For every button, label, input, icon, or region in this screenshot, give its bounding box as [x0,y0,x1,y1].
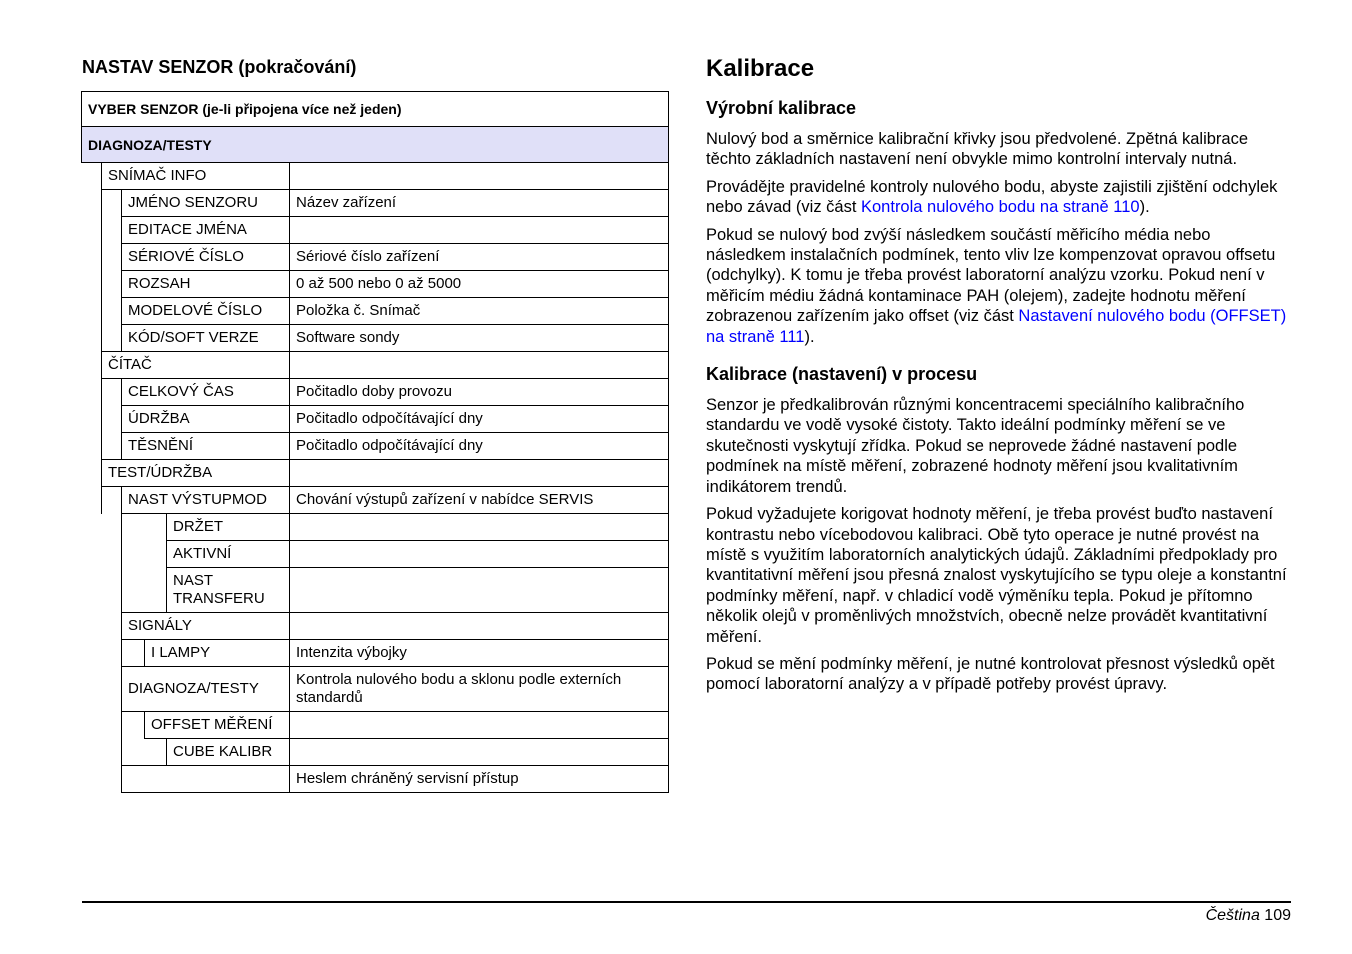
menu-item-value: Sériové číslo zařízení [290,244,669,271]
paragraph: Provádějte pravidelné kontroly nulového bodu, abyste zajistili zjištění odchylek nebo závad (viz část Kontrola nulového bodu na straně 110). [706,177,1278,217]
menu-item-value [290,217,669,244]
menu-item-value: Kontrola nulového bodu a sklonu podle externích standardů [290,667,669,712]
page-footer [1206,907,1291,925]
menu-item-label: DRŽET [167,514,290,541]
table-row [82,217,669,244]
paragraph: Nulový bod a směrnice kalibrační křivky jsou předvolené. Zpětná kalibrace těchto základních nastavení není obvykle mimo kontrolní intervaly nutná. [706,130,1249,169]
table-row [82,379,669,406]
table-header-row [82,92,669,127]
menu-item-label: SÉRIOVÉ ČÍSLO [122,244,290,271]
table-row [82,541,669,568]
menu-item-value [290,613,669,640]
left-section-heading: NASTAV SENZOR (pokračování) [82,57,357,77]
table-header-select-sensor: VYBER SENZOR (je-li připojena více než jeden) [82,92,669,127]
menu-item-label: JMÉNO SENZORU [122,190,290,217]
menu-item-value [290,352,669,379]
menu-item-value [290,712,669,739]
menu-item-label: CUBE KALIBR [167,739,290,766]
menu-item-label: TEST/ÚDRŽBA [102,460,290,487]
table-row [82,712,669,739]
paragraph: Pokud se mění podmínky měření, je nutné kontrolovat přesnost výsledků opět pomocí laboratorní analýzy a v případě potřeby provést úpravy. [706,654,1275,694]
menu-item-label: OFFSET MĚŘENÍ [145,712,290,739]
table-row [82,244,669,271]
menu-item-label: I LAMPY [145,640,290,667]
page-title: Kalibrace [706,55,815,82]
paragraph: Senzor je předkalibrován různými koncentracemi speciálního kalibračního standardu ve vodě vysoké čistoty. Takto ideální podmínky měření se ve skutečnosti vyskytují zřídka. Pokud se neprovede žádné nastavení podle podmínek na místě měření, zobrazené hodnoty měření jsou kvalitativním indikátorem trendů. [706,396,1245,496]
menu-item-value: Intenzita výbojky [290,640,669,667]
page-number: 109 [1264,907,1291,924]
table-row [82,190,669,217]
menu-item-value: Položka č. Snímač [290,298,669,325]
menu-item-value [290,460,669,487]
menu-item-value: Počitadlo odpočítávající dny [290,433,669,460]
calibration-section [706,55,1292,702]
table-row [82,739,669,766]
menu-item-value [290,568,669,613]
menu-item-label: AKTIVNÍ [167,541,290,568]
table-header-row [82,127,669,163]
table-row [82,568,669,613]
table-row [82,352,669,379]
menu-item-label: NAST TRANSFERU [167,568,290,613]
table-row [82,271,669,298]
menu-item-label: ROZSAH [122,271,290,298]
table-header-diagnostics: DIAGNOZA/TESTY [82,127,669,163]
menu-item-value [290,514,669,541]
menu-structure-table [81,91,669,793]
menu-item-label: CELKOVÝ ČAS [122,379,290,406]
table-row [82,766,669,793]
table-row [82,514,669,541]
footer-divider [82,901,1291,903]
zero-point-check-link[interactable]: Kontrola nulového bodu na straně 110 [861,198,1140,217]
table-row [82,406,669,433]
menu-item-label: EDITACE JMÉNA [122,217,290,244]
table-row [82,487,669,514]
table-row [82,298,669,325]
menu-item-label: TĚSNĚNÍ [122,433,290,460]
menu-item-value [290,163,669,190]
menu-item-value: Počitadlo doby provozu [290,379,669,406]
menu-item-label: SIGNÁLY [122,613,290,640]
menu-item-label: NAST VÝSTUPMOD [122,487,290,514]
paragraph: Pokud vyžadujete korigovat hodnoty měření, je třeba provést buďto nastavení kontrastu nebo vícebodovou kalibraci. Obě tyto operace je nutné provést na místě s využitím laboratorních analytických údajů. Základními předpoklady pro kvantitativní měření jsou přesná znalost vyskytujícího se typu oleje a konstantní podmínky měření, např. v chladicí vodě výměníku tepla. Pokud je přítomno několik olejů v proměnlivých množstvích, obecně nelze provádět kvantitativní měření. [706,505,1287,646]
menu-item-value [290,739,669,766]
menu-item-label [122,766,290,793]
menu-item-label: DIAGNOZA/TESTY [122,667,290,712]
menu-item-label: KÓD/SOFT VERZE [122,325,290,352]
menu-item-value: Počitadlo odpočítávající dny [290,406,669,433]
paragraph: Pokud se nulový bod zvýší následkem součástí měřicího média nebo následkem instalačních podmínek, tento vliv lze kompenzovat opravou offsetu (odchylky). K tomu je třeba provést laboratorní analýzu vzorku. Pokud není v měřicím médiu žádná kontaminace PAH (olejem), zadejte hodnotu měření zobrazenou zařízením jako offset (viz část Nastavení nulového bodu (OFFSET) na straně 111). [706,225,1287,346]
menu-item-label: ČÍTAČ [102,352,290,379]
table-row [82,460,669,487]
menu-item-value [290,541,669,568]
table-row [82,433,669,460]
table-row [82,325,669,352]
table-row [82,163,669,190]
menu-item-value: Chování výstupů zařízení v nabídce SERVIS [290,487,669,514]
menu-item-label: ÚDRŽBA [122,406,290,433]
menu-item-label: SNÍMAČ INFO [102,163,290,190]
footer-language: Čeština [1205,907,1260,924]
menu-item-value: Název zařízení [290,190,669,217]
zero-point-offset-link[interactable]: Nastavení nulového bodu (OFFSET) na straně 111 [706,307,1287,346]
table-row [82,667,669,712]
table-row [82,640,669,667]
menu-item-value: 0 až 500 nebo 0 až 5000 [290,271,669,298]
menu-item-value: Heslem chráněný servisní přístup [290,766,669,793]
factory-calibration-heading: Výrobní kalibrace [706,98,857,118]
process-calibration-heading: Kalibrace (nastavení) v procesu [706,364,978,385]
menu-item-value: Software sondy [290,325,669,352]
table-row [82,613,669,640]
menu-item-label: MODELOVÉ ČÍSLO [122,298,290,325]
